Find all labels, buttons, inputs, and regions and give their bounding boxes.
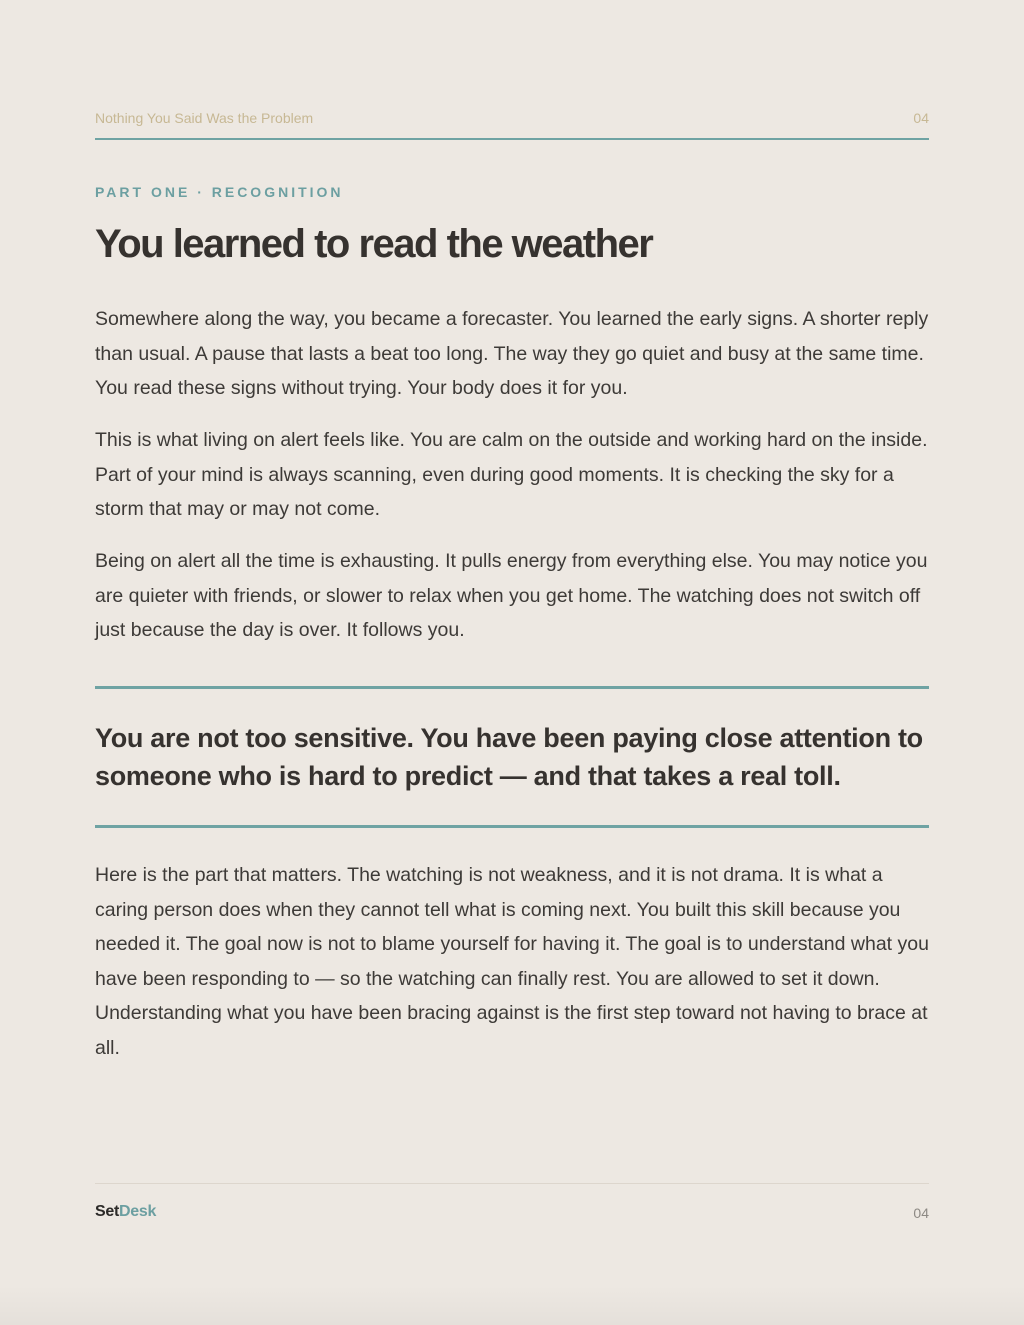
running-header [95, 108, 929, 130]
body-paragraph: Somewhere along the way, you became a forecaster. You learned the early signs. A shorter reply than usual. A pause that lasts a beat too long. The way they go quiet and busy at the same time. You read these signs without trying. Your body does it for you. [95, 308, 929, 400]
body-paragraph: Here is the part that matters. The watching is not weakness, and it is not drama. It is what a caring person does when they cannot tell what is coming next. You built this skill because you needed it. The goal now is not to blame yourself for having it. The goal is to understand what you have been responding to — so the watching can finally rest. You are allowed to set it down. Understanding what you have been bracing against is the first step toward not having to brace at all. [95, 864, 929, 1059]
document-page [95, 0, 929, 1325]
brand-logo [95, 1203, 156, 1221]
body-paragraph: Being on alert all the time is exhausting. It pulls energy from everything else. You may notice you are quieter with friends, or slower to relax when you get home. The watching does not switch off just because the day is over. It follows you. [95, 550, 928, 642]
section-kicker: PART ONE · RECOGNITION [95, 184, 344, 200]
header-page-number: 04 [913, 110, 929, 126]
footer-page-number: 04 [913, 1205, 929, 1221]
pull-quote: You are not too sensitive. You have been paying close attention to someone who is hard to predict — and that takes a real toll. [95, 723, 923, 791]
pull-quote-top-rule [95, 686, 929, 689]
chapter-title: You learned to read the weather [95, 222, 653, 266]
footer-divider [95, 1183, 929, 1184]
header-divider [95, 138, 929, 140]
pull-quote-bottom-rule [95, 825, 929, 828]
book-title: Nothing You Said Was the Problem [95, 110, 314, 126]
brand-logo-desk: Desk [119, 1203, 157, 1220]
page-bottom-shadow [0, 1285, 1024, 1325]
body-paragraph: This is what living on alert feels like. You are calm on the outside and working hard on the inside. Part of your mind is always scanning, even during good moments. It is checking the sky for a storm that may or may not come. [95, 429, 928, 521]
brand-logo-set: Set [95, 1203, 119, 1220]
